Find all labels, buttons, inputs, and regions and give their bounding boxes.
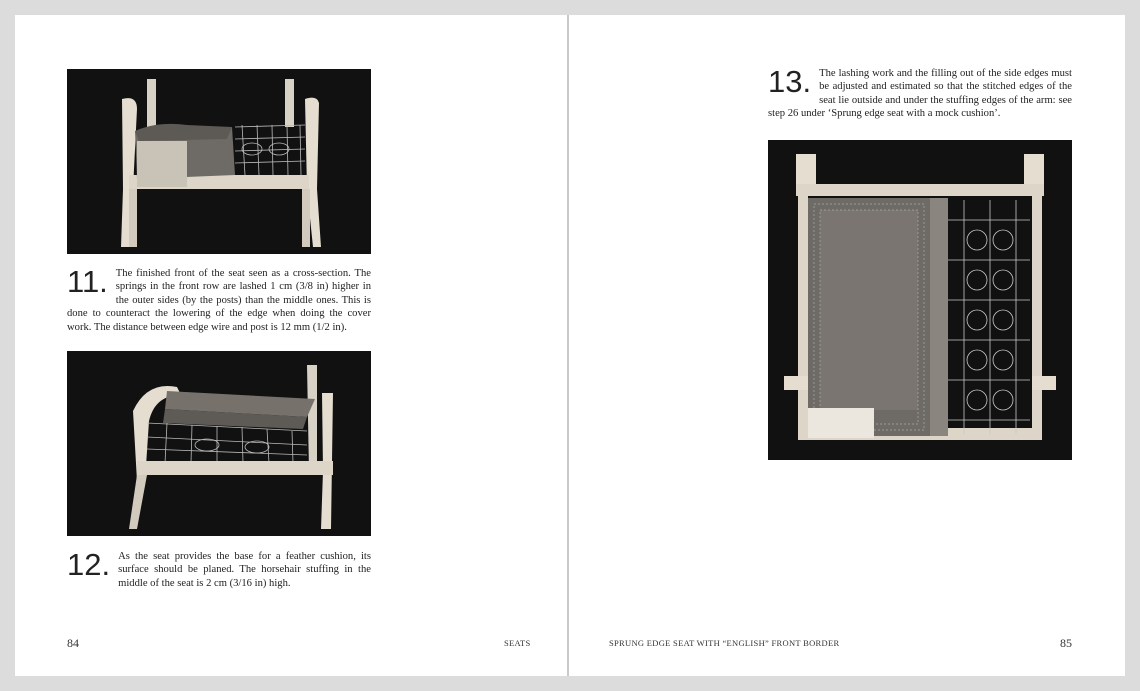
photo-planed-seat bbox=[67, 351, 371, 536]
seat-top-view-illustration bbox=[768, 140, 1072, 460]
photo-seat-top-view bbox=[768, 140, 1072, 460]
step-12-text: As the seat provides the base for a feather cushion, its surface should be planed. The horsehair stuffing in the middle of the seat is 2 cm (3/16 in) high. bbox=[118, 551, 371, 589]
step-12-number: 12. bbox=[67, 547, 111, 582]
planed-seat-illustration bbox=[67, 351, 371, 536]
right-page-number: 85 bbox=[1060, 636, 1072, 650]
step-11-caption bbox=[67, 264, 371, 334]
left-page-number: 84 bbox=[67, 636, 79, 650]
step-13-text: The lashing work and the filling out of the side edges must be adjusted and estimated so that the stitched edges of the seat lie outside and under the stuffing edges of the arm: see step 26 under ‘Sprung edge seat with a mock cushion’. bbox=[768, 68, 1072, 120]
step-12-caption bbox=[67, 547, 371, 590]
seat-front-illustration bbox=[67, 69, 371, 254]
left-running-head: SEATS bbox=[504, 638, 531, 648]
photo-seat-front-cross-section bbox=[67, 69, 371, 254]
step-11-text: The finished front of the seat seen as a cross-section. The springs in the front row are lashed 1 cm (3/8 in) higher in the outer sides (by the posts) than the middle ones. This is done to counteract the lowering of the edge when doing the cover work. The distance between edge wire and post is 12 mm (1/2 in). bbox=[67, 268, 371, 333]
step-11-number: 11. bbox=[67, 264, 108, 299]
step-13-caption bbox=[768, 64, 1072, 121]
step-13-number: 13. bbox=[768, 64, 812, 99]
right-running-head: SPRUNG EDGE SEAT WITH “ENGLISH” FRONT BORDER bbox=[609, 638, 840, 648]
